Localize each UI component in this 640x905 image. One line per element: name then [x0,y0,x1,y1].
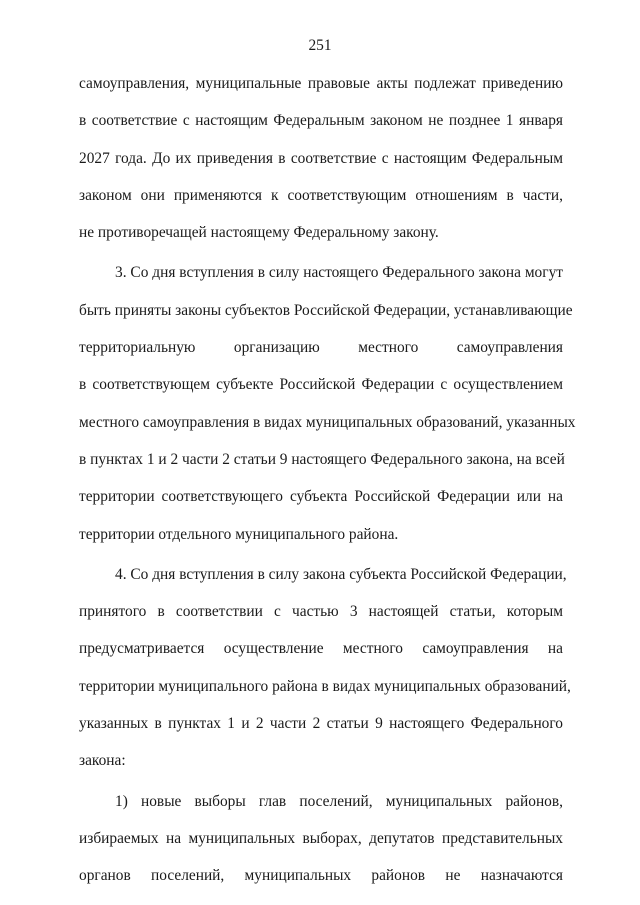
document-body [79,72,576,902]
text-line: 4. Со дня вступления в силу закона субъекта Российской Федерации, [115,565,567,583]
text-line: 1) новые выборы глав поселений, муниципальных районов, [115,792,563,810]
paragraph-continuation [79,72,563,258]
text-line: территории муниципального района в видах муниципальных образований, [79,677,571,695]
text-line: быть приняты законы субъектов Российской Федерации, устанавливающие [79,301,573,319]
text-line: 2027 года. До их приведения в соответствие с настоящим Федеральным [79,149,563,167]
text-line: предусматривается осуществление местного самоуправления на [79,640,563,658]
text-line: указанных в пунктах 1 и 2 части 2 статьи 9 настоящего Федерального [79,715,563,733]
text-line: в соответствие с настоящим Федеральным законом не позднее 1 января [79,112,563,130]
text-line: самоуправления, муниципальные правовые акты подлежат приведению [79,75,563,92]
page-number: 251 [308,37,332,54]
text-line: территории отдельного муниципального района. [79,525,399,543]
paragraph-subitem-1 [79,790,563,902]
text-line: 3. Со дня вступления в силу настоящего Федерального закона могут [115,264,563,282]
text-line: законом они применяются к соответствующим отношениям в части, [79,186,563,204]
text-line: принятого в соответствии с частью 3 настоящей статьи, которым [79,603,563,621]
text-line: в соответствующем субъекте Российской Федерации с осуществлением [79,376,563,394]
text-line: избираемых на муниципальных выборах, депутатов представительных [79,829,563,847]
text-line: местного самоуправления в видах муниципальных образований, указанных [79,413,576,431]
text-line: в пунктах 1 и 2 части 2 статьи 9 настоящего Федерального закона, на всей [79,450,565,468]
text-line: территориальную организацию местного самоуправления [79,339,563,357]
text-line: не противоречащей настоящему Федеральному закону. [79,224,439,242]
paragraph-item-3 [79,261,576,559]
text-line: территории соответствующего субъекта Российской Федерации или на [79,488,563,506]
text-line: закона: [79,752,126,770]
paragraph-item-4 [79,563,571,787]
text-line: органов поселений, муниципальных районов не назначаются [79,867,563,885]
